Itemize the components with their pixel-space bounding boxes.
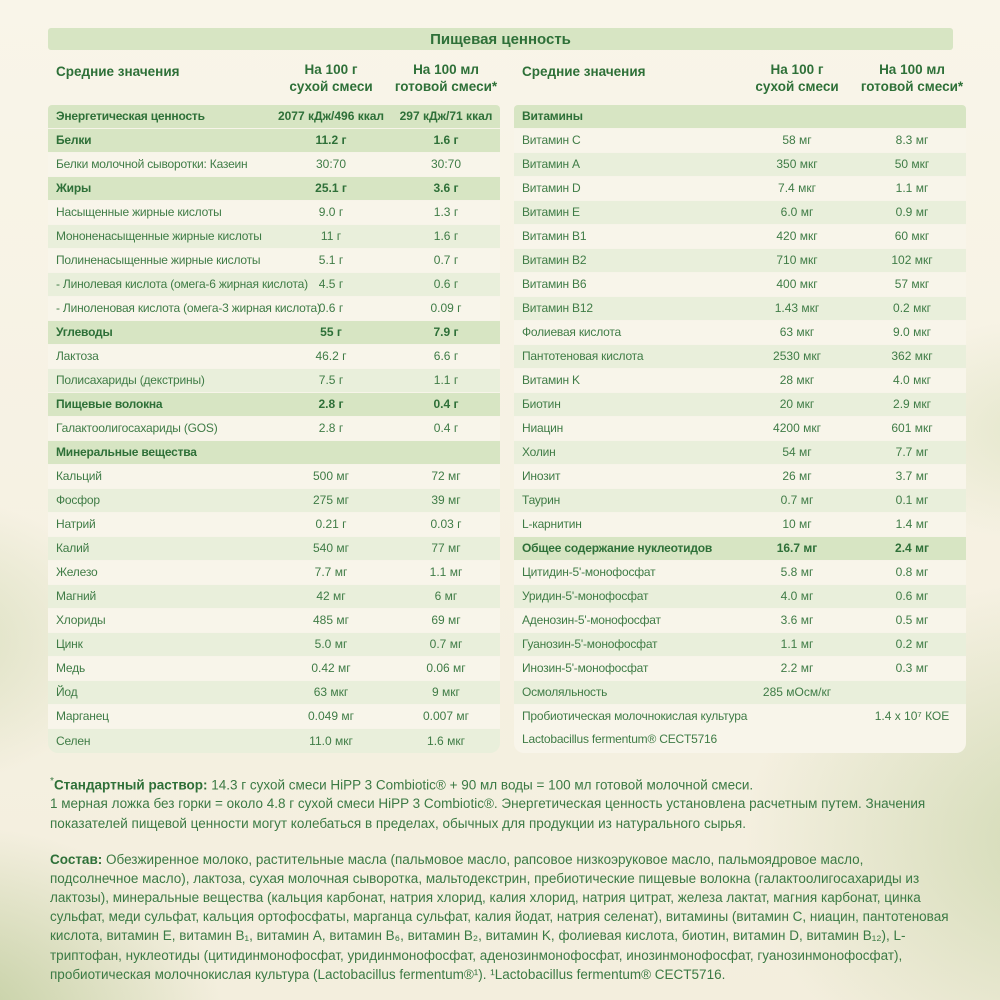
value-per-100g: 0.6 г — [318, 301, 344, 316]
value-per-100ml: 362 мкг — [891, 349, 933, 364]
value-per-100g: 63 мкг — [313, 685, 349, 700]
row-label — [522, 613, 736, 627]
value-per-100g: 0.049 мг — [308, 709, 354, 724]
value-per-100g: 485 мг — [313, 613, 349, 628]
value-per-100g: 540 мг — [313, 541, 349, 556]
table-row — [48, 585, 500, 609]
row-label — [56, 445, 270, 459]
row-label — [56, 349, 270, 363]
row-label-text: Пищевые волокна — [56, 397, 163, 412]
value-per-100g: 11 г — [320, 229, 342, 244]
row-label-text: Фосфор — [56, 493, 100, 508]
table-row — [48, 177, 500, 201]
row-label-text: Лактоза — [56, 349, 99, 364]
value-per-100g: 1.43 мкг — [774, 301, 820, 316]
row-label — [522, 349, 736, 363]
value-per-100g: 20 мкг — [779, 397, 815, 412]
value-per-100ml: 0.03 г — [430, 517, 462, 532]
row-label — [522, 205, 736, 219]
footnote-line1: 14.3 г сухой смеси HiPP 3 Combiotic® + 90 мл воды = 100 мл готовой молочной смеси. — [211, 777, 754, 793]
value-per-100ml: 1.4 мг — [895, 517, 929, 532]
value-per-100ml: 102 мкг — [891, 253, 933, 268]
row-label-text: Витамин A — [522, 157, 580, 172]
table-row — [48, 465, 500, 489]
value-per-100g: 58 мг — [782, 133, 812, 148]
table-row — [48, 537, 500, 561]
table-row — [48, 705, 500, 729]
composition-paragraph — [50, 850, 955, 984]
table-row — [514, 321, 966, 345]
table-row — [514, 705, 966, 753]
nutrition-table-left — [48, 56, 500, 753]
value-per-100ml: 1.6 мкг — [427, 733, 465, 748]
value-per-100g: 25.1 г — [315, 181, 347, 196]
table-row — [48, 345, 500, 369]
table-title-bar — [48, 28, 953, 50]
value-per-100ml: 30:70 — [430, 157, 462, 172]
row-label — [522, 708, 748, 746]
column-header-per-100g — [736, 62, 858, 96]
row-label — [522, 109, 736, 123]
value-per-100ml: 1.4 x 10⁷ КОЕ — [874, 708, 950, 723]
row-label — [522, 589, 736, 603]
value-per-100ml: 0.2 мг — [895, 637, 929, 652]
value-per-100ml: 6 мг — [434, 589, 458, 604]
table-row — [514, 513, 966, 537]
table-row — [48, 609, 500, 633]
value-per-100ml: 3.7 мг — [895, 469, 929, 484]
value-per-100ml: 1.6 г — [433, 229, 459, 244]
value-per-100g: 5.0 мг — [314, 637, 348, 652]
row-label-text: Йод — [56, 685, 78, 700]
value-per-100g: 350 мкг — [776, 157, 818, 172]
row-label — [522, 373, 736, 387]
row-label — [56, 517, 270, 531]
value-per-100ml: 1.1 г — [433, 373, 459, 388]
table-row — [514, 633, 966, 657]
table-row — [514, 225, 966, 249]
page-title: Пищевая ценность — [430, 30, 571, 48]
row-label-text: Минеральные вещества — [56, 445, 197, 460]
row-label — [56, 109, 270, 123]
value-per-100g: 16.7 мг — [776, 541, 818, 556]
table-row — [48, 249, 500, 273]
table-row — [514, 249, 966, 273]
value-per-100ml: 69 мг — [431, 613, 461, 628]
row-label-text: Насыщенные жирные кислоты — [56, 205, 222, 220]
value-per-100ml: 50 мкг — [894, 157, 930, 172]
value-per-100g: 7.4 мкг — [778, 181, 816, 196]
table-row — [514, 105, 966, 129]
row-label — [56, 661, 270, 675]
table-row — [514, 393, 966, 417]
value-per-100g: 4.0 мг — [780, 589, 814, 604]
column-header-per-100g — [270, 62, 392, 96]
row-label-text: Калий — [56, 541, 90, 556]
row-label-text: Магний — [56, 589, 97, 604]
value-per-100g: 400 мкг — [776, 277, 818, 292]
table-row — [48, 657, 500, 681]
column-header-line: готовой смеси* — [860, 78, 964, 94]
table-row — [48, 321, 500, 345]
row-label-text: Кальций — [56, 469, 102, 484]
value-per-100ml: 2.9 мкг — [893, 397, 931, 412]
row-label-text: Железо — [56, 565, 98, 580]
row-label-text: Энергетическая ценность — [56, 109, 205, 124]
value-per-100g: 285 мОсм/кг — [762, 685, 832, 700]
row-label-text: L-карнитин — [522, 517, 582, 532]
row-label — [522, 253, 736, 267]
value-per-100ml: 9.0 мкг — [893, 325, 931, 340]
column-header-line: готовой смеси* — [394, 78, 498, 94]
row-label — [56, 157, 270, 171]
row-label-text: Общее содержание нуклеотидов — [522, 541, 713, 556]
value-per-100g: 4.5 г — [318, 277, 344, 292]
column-header-per-100ml — [858, 62, 966, 96]
column-header-line: На 100 г — [770, 62, 824, 77]
table-row — [48, 417, 500, 441]
row-label-line2: Lactobacillus fermentum® CECT5716 — [522, 731, 717, 746]
table-row — [48, 729, 500, 753]
value-per-100g: 2.2 мг — [780, 661, 814, 676]
value-per-100g: 2.8 г — [318, 421, 344, 436]
row-label-text: Цинк — [56, 637, 83, 652]
row-label-text: Цитидин-5'-монофосфат — [522, 565, 656, 580]
table-row — [48, 561, 500, 585]
table-row — [48, 153, 500, 177]
value-per-100g: 500 мг — [313, 469, 349, 484]
value-per-100g: 7.5 г — [318, 373, 344, 388]
value-per-100ml: 1.1 мг — [429, 565, 463, 580]
column-headers-left — [48, 56, 500, 105]
value-per-100ml: 297 кДж/71 ккал — [399, 109, 493, 124]
row-label-text: Инозит — [522, 469, 561, 484]
row-label-text: Витамин B1 — [522, 229, 587, 244]
value-per-100ml: 7.9 г — [433, 325, 459, 340]
row-label-text: Марганец — [56, 709, 109, 724]
value-per-100ml: 72 мг — [431, 469, 461, 484]
row-label — [522, 445, 736, 459]
column-header-line: сухой смеси — [755, 78, 839, 94]
row-label — [522, 421, 736, 435]
value-per-100ml: 77 мг — [431, 541, 461, 556]
row-label — [56, 734, 270, 748]
column-header-per-100ml — [392, 62, 500, 96]
footnote-standard-solution — [50, 775, 955, 833]
row-label — [56, 493, 270, 507]
row-label — [522, 637, 736, 651]
value-per-100ml: 6.6 г — [433, 349, 459, 364]
row-label-text: Витамин C — [522, 133, 581, 148]
row-label — [522, 469, 736, 483]
row-label — [522, 229, 736, 243]
row-label — [56, 253, 270, 267]
value-per-100ml: 0.6 мг — [895, 589, 929, 604]
value-per-100ml: 1.1 мг — [895, 181, 929, 196]
row-label-text: Жиры — [56, 181, 92, 196]
value-per-100ml: 1.6 г — [433, 133, 459, 148]
table-row — [514, 561, 966, 585]
column-header-line: На 100 г — [304, 62, 358, 77]
table-row — [514, 465, 966, 489]
value-per-100ml: 60 мкг — [894, 229, 930, 244]
row-label — [522, 277, 736, 291]
row-label-text: Белки — [56, 133, 92, 148]
row-label — [522, 493, 736, 507]
value-per-100g: 11.0 мкг — [309, 733, 353, 748]
row-label-text: Хлориды — [56, 613, 106, 628]
row-label — [56, 229, 270, 243]
row-label — [522, 541, 736, 555]
value-per-100ml: 0.9 мг — [895, 205, 929, 220]
composition-text: Обезжиренное молоко, растительные масла (пальмовое масло, рапсовое низкоэруковое масло, пальмоядровое масло, подсолнечное масло), лактоза, сухая молочная сыворотка, мальтодекстрин, пребиотические пищевые волокна (галактоолигосахариды из лактозы), минеральные вещества (кальция карбонат, натрия хлорид, калия хлорид, натрия цитрат, железа лактат, магния карбонат, цинка сульфат, меди сульфат, кальция ортофосфаты, марганца сульфат, калия йодат, натрия селенат), витамины (витамин C, ниацин, пантотеновая кислота, витамин E, витамин B₁, витамин A, витамин B₆, витамин B₂, витамин K, фолиевая кислота, биотин, витамин D, витамин B₁₂), L- триптофан, нуклеотиды (цитидинмонофосфат, уридинмонофосфат, аденозинмонофосфат, инозинмонофосфат, гуанозинмонофосфат), пробиотическая молочнокислая культура (Lactobacillus fermentum®¹). ¹Lactobacillus fermentum® CECT5716. — [50, 851, 949, 982]
row-label-text: Витамин E — [522, 205, 580, 220]
value-per-100g: 42 мг — [316, 589, 346, 604]
value-per-100ml: 0.2 мкг — [893, 301, 931, 316]
table-row — [514, 417, 966, 441]
table-row — [514, 369, 966, 393]
value-per-100g: 0.7 мг — [780, 493, 814, 508]
row-label — [56, 589, 270, 603]
value-per-100g: 46.2 г — [315, 349, 347, 364]
table-row — [48, 513, 500, 537]
column-header-line: На 100 мл — [413, 62, 479, 77]
value-per-100g: 710 мкг — [776, 253, 818, 268]
row-label-text: - Линоленовая кислота (омега-3 жирная кислота) — [56, 301, 321, 316]
footnote-asterisk: * — [50, 775, 54, 787]
table-row — [48, 681, 500, 705]
value-per-100g: 420 мкг — [776, 229, 818, 244]
value-per-100g: 55 г — [320, 325, 342, 340]
value-per-100ml: 0.1 мг — [895, 493, 929, 508]
row-label — [56, 133, 270, 147]
table-row — [48, 393, 500, 417]
row-label — [56, 397, 270, 411]
row-label-text: - Линолевая кислота (омега-6 жирная кислота) — [56, 277, 308, 292]
row-label — [56, 469, 270, 483]
value-per-100ml: 4.0 мкг — [893, 373, 931, 388]
table-row — [48, 633, 500, 657]
value-per-100g: 10 мг — [782, 517, 812, 532]
row-label — [56, 181, 270, 195]
row-label-text: Биотин — [522, 397, 561, 412]
table-row — [514, 273, 966, 297]
row-label — [522, 325, 736, 339]
value-per-100ml: 0.3 мг — [895, 661, 929, 676]
row-label-text: Витамин B12 — [522, 301, 593, 316]
value-per-100ml: 2.4 мг — [895, 541, 929, 556]
row-label-text: Пантотеновая кислота — [522, 349, 644, 364]
table-row — [48, 297, 500, 321]
value-per-100ml: 0.7 мг — [429, 637, 463, 652]
row-label-text: Полисахариды (декстрины) — [56, 373, 205, 388]
value-per-100g: 11.2 г — [315, 133, 347, 148]
row-label — [56, 565, 270, 579]
table-row — [48, 201, 500, 225]
row-label-text: Холин — [522, 445, 556, 460]
value-per-100g: 28 мкг — [779, 373, 815, 388]
value-per-100ml: 39 мг — [431, 493, 461, 508]
table-row — [514, 537, 966, 561]
table-row — [48, 441, 500, 465]
value-per-100ml: 3.6 г — [433, 181, 459, 196]
footnote-label: Стандартный раствор: — [53, 777, 208, 793]
row-label — [522, 157, 736, 171]
row-label-text: Белки молочной сыворотки: Казеин — [56, 157, 248, 172]
value-per-100ml: 0.4 г — [433, 397, 459, 412]
row-label — [522, 397, 736, 411]
value-per-100ml: 1.3 г — [433, 205, 459, 220]
row-label-text: Натрий — [56, 517, 96, 532]
table-row — [514, 609, 966, 633]
table-row — [514, 489, 966, 513]
value-per-100ml: 0.09 г — [430, 301, 462, 316]
row-label — [522, 685, 736, 699]
value-per-100ml: 601 мкг — [891, 421, 933, 436]
row-label — [56, 613, 270, 627]
row-label — [56, 301, 321, 316]
value-per-100ml: 57 мкг — [894, 277, 930, 292]
composition-label: Состав: — [50, 851, 103, 867]
row-label-text: Таурин — [522, 493, 560, 508]
row-label-text: Углеводы — [56, 325, 113, 340]
tables-container — [48, 56, 964, 753]
nutrition-table-right — [514, 56, 966, 753]
row-label-text: Инозин-5'-монофосфат — [522, 661, 649, 676]
row-label — [522, 517, 736, 531]
value-per-100g: 2077 кДж/496 ккал — [277, 109, 385, 124]
value-per-100ml: 0.7 г — [433, 253, 459, 268]
value-per-100g: 5.1 г — [318, 253, 344, 268]
value-per-100g: 54 мг — [782, 445, 812, 460]
row-label — [522, 301, 736, 315]
row-label-text: Витамины — [522, 109, 583, 124]
row-label — [56, 637, 270, 651]
value-per-100ml: 0.06 мг — [426, 661, 466, 676]
table-row — [514, 657, 966, 681]
value-per-100g: 0.42 мг — [311, 661, 351, 676]
row-label — [56, 421, 270, 435]
value-per-100ml: 8.3 мг — [895, 133, 929, 148]
row-label-text: Полиненасыщенные жирные кислоты — [56, 253, 261, 268]
row-label — [522, 181, 736, 195]
value-per-100g: 26 мг — [782, 469, 812, 484]
row-label-text: Аденозин-5'-монофосфат — [522, 613, 661, 628]
row-label-text: Галактоолигосахариды (GOS) — [56, 421, 218, 436]
value-per-100g: 63 мкг — [779, 325, 815, 340]
row-label — [56, 541, 270, 555]
row-label-text: Селен — [56, 733, 91, 748]
table-row — [514, 129, 966, 153]
row-label — [56, 373, 270, 387]
row-label — [56, 325, 270, 339]
value-per-100g: 6.0 мг — [780, 205, 814, 220]
value-per-100ml: 0.007 мг — [423, 709, 469, 724]
table-row — [48, 369, 500, 393]
footnote-rest: 1 мерная ложка без горки = около 4.8 г сухой смеси HiPP 3 Combiotic®. Энергетическая ценность установлена расчетным путем. Значения показателей пищевой ценности могут колебаться в пределах, обычных для продукции из натурального сырья. — [50, 796, 926, 831]
row-label-text: Уридин-5'-монофосфат — [522, 589, 649, 604]
table-row — [48, 225, 500, 249]
value-per-100ml: 0.6 г — [433, 277, 459, 292]
row-label-text: Гуанозин-5'-монофосфат — [522, 637, 658, 652]
value-per-100ml: 0.5 мг — [895, 613, 929, 628]
table-row — [48, 273, 500, 297]
table-row — [514, 153, 966, 177]
value-per-100g: 3.6 мг — [780, 613, 814, 628]
row-label — [522, 661, 736, 675]
row-label — [56, 205, 270, 219]
value-per-100g: 30:70 — [315, 157, 347, 172]
table-row — [514, 201, 966, 225]
row-label-text: Осмоляльность — [522, 685, 608, 700]
value-per-100ml: 0.8 мг — [895, 565, 929, 580]
row-label-text: Фолиевая кислота — [522, 325, 621, 340]
table-row — [514, 441, 966, 465]
column-header-line: На 100 мл — [879, 62, 945, 77]
value-per-100ml: 0.4 г — [433, 421, 459, 436]
row-label — [56, 685, 270, 699]
row-label-text: Витамин B6 — [522, 277, 587, 292]
row-label-text: Медь — [56, 661, 85, 676]
row-label-text: Витамин D — [522, 181, 581, 196]
row-label — [522, 565, 736, 579]
table-row — [48, 489, 500, 513]
row-label-text: Витамин K — [522, 373, 580, 388]
value-per-100g: 7.7 мг — [314, 565, 348, 580]
table-row — [514, 585, 966, 609]
table-row — [48, 129, 500, 153]
row-label-text: Витамин B2 — [522, 253, 587, 268]
table-row — [514, 297, 966, 321]
row-label — [56, 277, 308, 292]
table-row — [514, 681, 966, 705]
table-row — [514, 177, 966, 201]
table-rows-right — [514, 105, 966, 753]
column-header-average-values: Средние значения — [56, 64, 180, 79]
value-per-100g: 9.0 г — [318, 205, 344, 220]
row-label — [522, 133, 736, 147]
table-rows-left — [48, 105, 500, 753]
value-per-100g: 1.1 мг — [780, 637, 814, 652]
table-row — [514, 345, 966, 369]
value-per-100ml: 9 мкг — [432, 685, 460, 700]
row-label — [56, 709, 270, 723]
row-label-text: Ниацин — [522, 421, 564, 436]
value-per-100g: 4200 мкг — [773, 421, 821, 436]
value-per-100g: 0.21 г — [315, 517, 347, 532]
column-header-line: сухой смеси — [289, 78, 373, 94]
table-row — [48, 105, 500, 129]
value-per-100ml: 7.7 мг — [895, 445, 929, 460]
value-per-100g: 2.8 г — [318, 397, 344, 412]
value-per-100g: 5.8 мг — [780, 565, 814, 580]
value-per-100g: 2530 мкг — [773, 349, 821, 364]
column-header-average-values: Средние значения — [522, 64, 646, 79]
row-label-text: Пробиотическая молочнокислая культура — [522, 708, 748, 723]
column-headers-right — [514, 56, 966, 105]
value-per-100g: 275 мг — [313, 493, 349, 508]
row-label-text: Мононенасыщенные жирные кислоты — [56, 229, 262, 244]
